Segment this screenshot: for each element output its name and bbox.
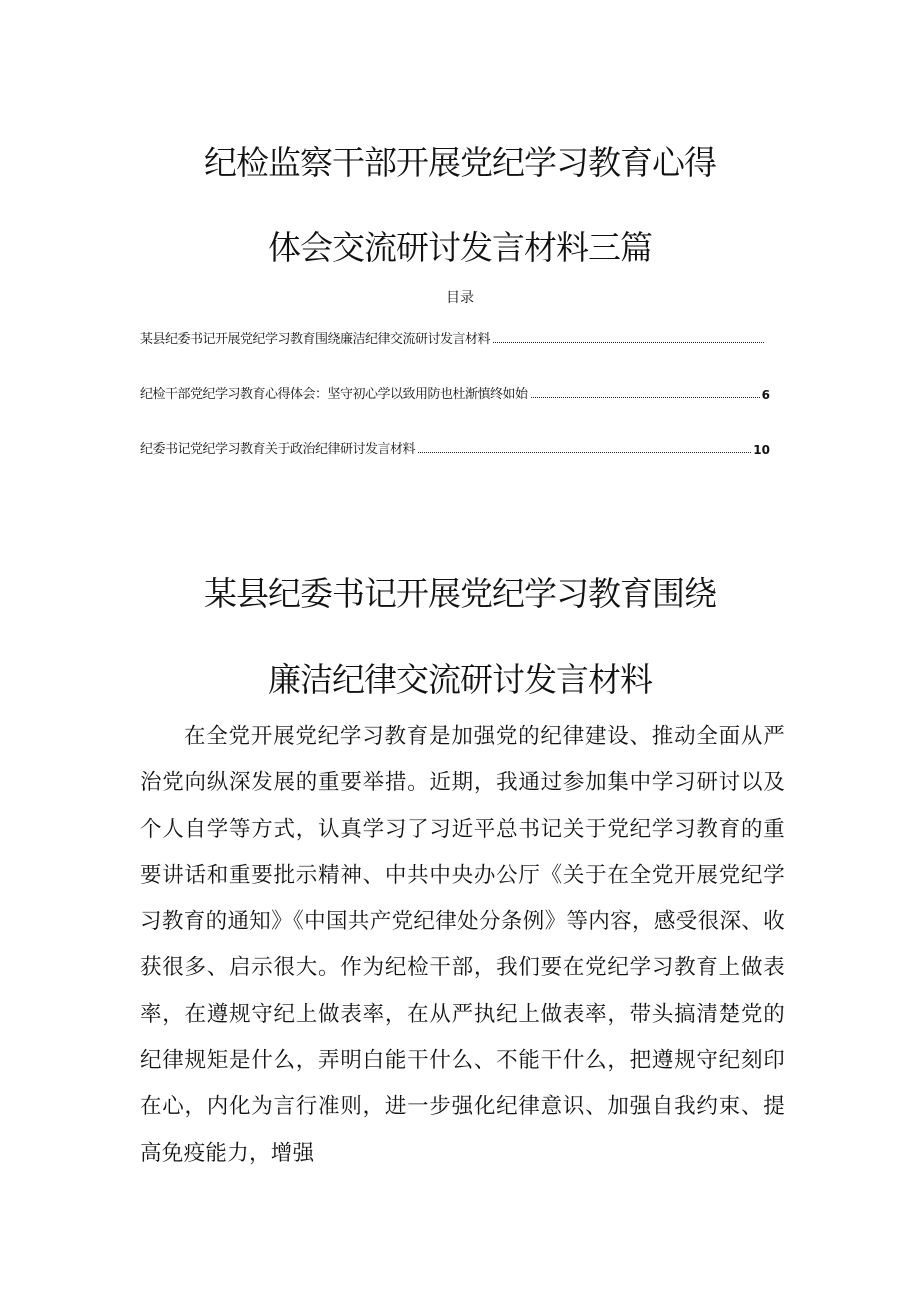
toc-leader-dots xyxy=(418,451,751,453)
toc-entry-page: 10 xyxy=(753,443,770,457)
toc-entry-text: 某县纪委书记开展党纪学习教育围绕廉洁纪律交流研讨发言材料 xyxy=(140,332,491,347)
toc-entry[interactable] xyxy=(140,327,770,347)
toc-leader-dots xyxy=(493,341,764,343)
section-title-line-2: 廉洁纪律交流研讨发言材料 xyxy=(268,660,652,699)
document-title-line-2: 体会交流研讨发言材料三篇 xyxy=(268,228,652,267)
toc-entry[interactable] xyxy=(140,437,770,457)
toc-entry-page: 6 xyxy=(761,388,770,402)
body-paragraph: 在全党开展党纪学习教育是加强党的纪律建设、推动全面从严治党向纵深发展的重要举措。近期，我通过参加集中学习研讨以及个人自学等方式，认真学习了习近平总书记关于党纪学习教育的重要讲话和重要批示精神、中共中央办公厅《关于在全党开展党纪学习教育的通知》《中国共产党纪律处分条例》等内容，感受很深、收获很多、启示很大。作为纪检干部，我们要在党纪学习教育上做表率，在遵规守纪上做表率，在从严执纪上做表率，带头搞清楚党的纪律规矩是什么，弄明白能干什么、不能干什么，把遵规守纪刻印在心，内化为言行准则，进一步强化纪律意识、加强自我约束、提高免疫能力，增强 xyxy=(140,724,785,1166)
toc-heading: 目录 xyxy=(446,290,474,306)
document-title-line-1: 纪检监察干部开展党纪学习教育心得 xyxy=(204,143,716,182)
toc-leader-dots xyxy=(531,396,760,398)
section-title-line-1: 某县纪委书记开展党纪学习教育围绕 xyxy=(204,574,716,613)
toc-entry-text: 纪委书记党纪学习教育关于政治纪律研讨发言材料 xyxy=(140,442,416,457)
toc-entry[interactable] xyxy=(140,382,770,402)
toc-entry-text: 纪检干部党纪学习教育心得体会：坚守初心学以致用防也杜渐慎终如始 xyxy=(140,387,528,402)
